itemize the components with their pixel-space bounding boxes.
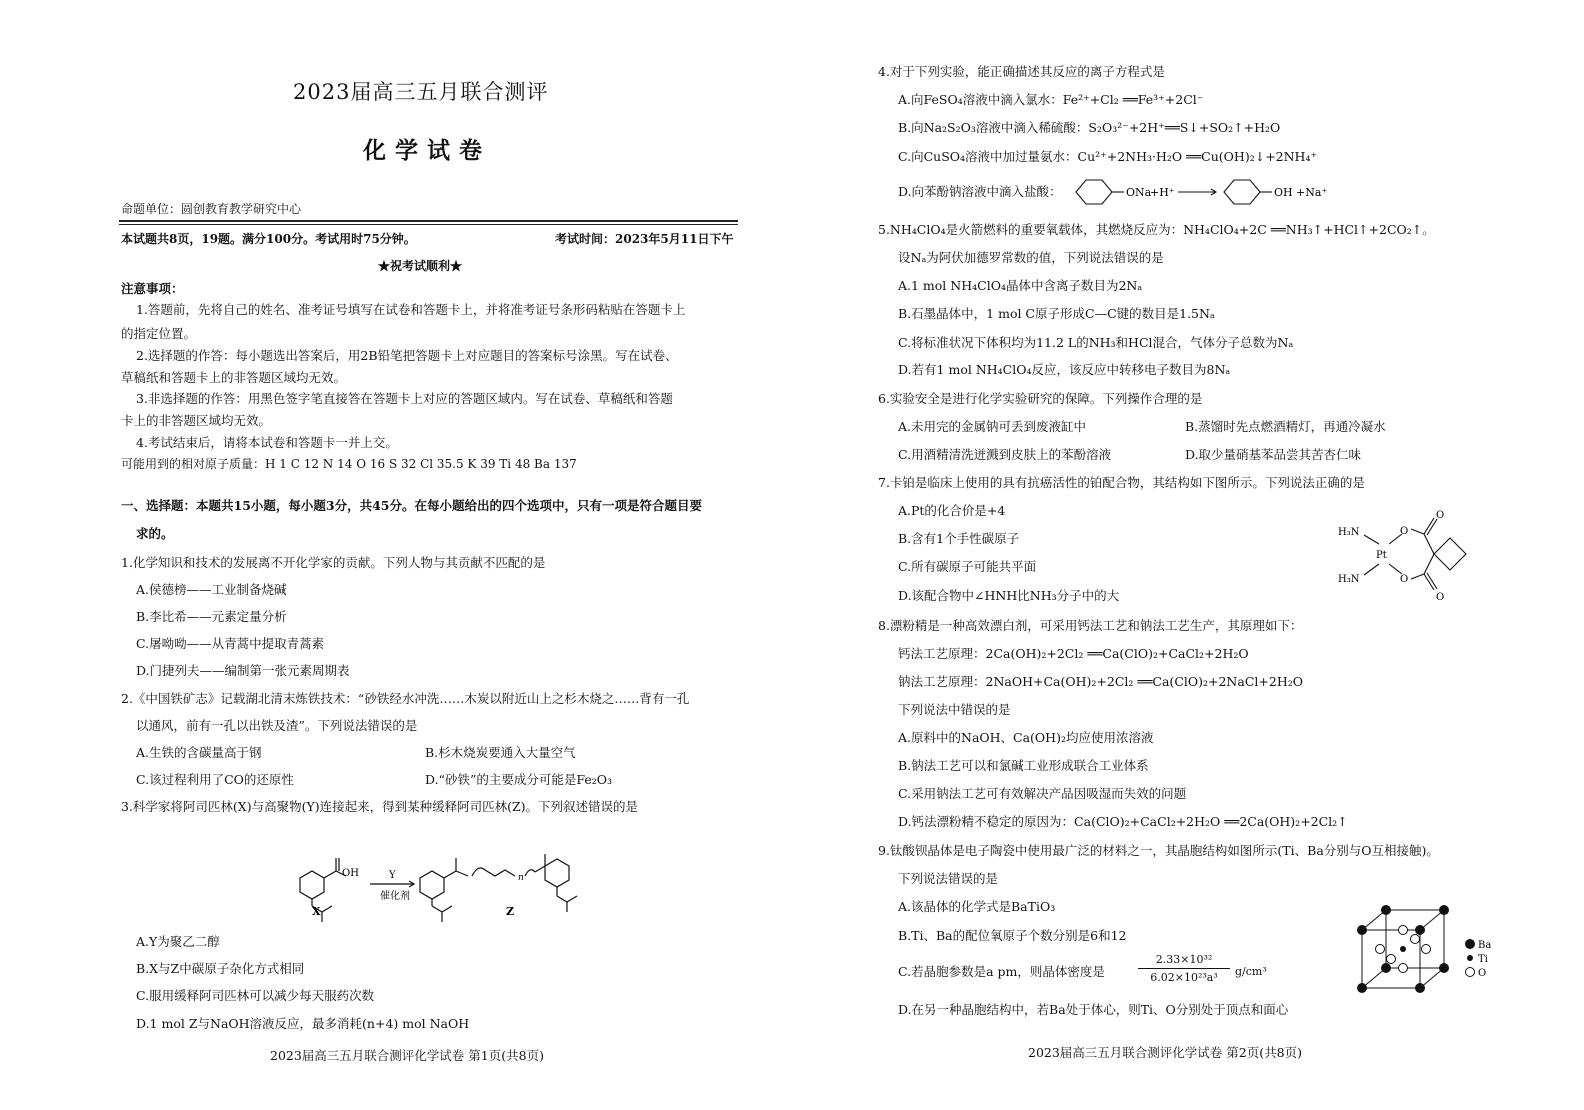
question-5-stem: 5.NH₄ClO₄是火箭燃料的重要氧载体，其燃烧反应为：NH₄ClO₄+2C ══NH₃↑+HCl↑+2CO₂↑。 (878, 222, 1435, 237)
question-5-stem-cont: 设Nₐ为阿伏加德罗常数的值，下列说法错误的是 (898, 250, 1164, 265)
label-x: X (312, 905, 321, 918)
question-1-option-d: D.门捷列夫——编制第一张元素周期表 (136, 663, 350, 678)
phenol-equation (1068, 174, 1358, 210)
page-footer: 2023届高三五月联合测评化学试卷 第1页(共8页) (270, 1048, 544, 1063)
question-8-prompt: 下列说法中错误的是 (898, 702, 1011, 717)
note-line: 4.考试结束后，请将本试卷和答题卡一并上交。 (136, 435, 398, 450)
question-3-option-a: A.Y为聚乙二醇 (136, 934, 220, 949)
pt-label: Pt (1376, 550, 1387, 561)
page-footer: 2023届高三五月联合测评化学试卷 第2页(共8页) (1028, 1045, 1302, 1060)
question-8-stem: 8.漂粉精是一种高效漂白剂，可采用钙法工艺和钠法工艺生产，其原理如下： (878, 618, 1303, 633)
ona-label: ONa (1126, 186, 1152, 199)
question-6-option-c: C.用酒精清洗迸溅到皮肤上的苯酚溶液 (898, 447, 1112, 462)
section-title-cont: 求的。 (136, 526, 174, 541)
question-2-option-c: C.该过程利用了CO的还原性 (136, 772, 294, 787)
atomic-masses: 可能用到的相对原子质量：H 1 C 12 N 14 O 16 S 32 Cl 35.5 K 39 Ti 48 Ba 137 (121, 457, 577, 471)
o-label: O (1436, 510, 1445, 521)
question-6-option-b: B.蒸馏时先点燃酒精灯，再通冷凝水 (1185, 419, 1386, 434)
o-label: O (1400, 526, 1409, 537)
page-1 (0, 0, 780, 1110)
question-1-option-a: A.侯德榜——工业制备烧碱 (136, 582, 287, 597)
note-line: 的指定位置。 (121, 326, 197, 341)
hydroxyl-label: OH (342, 868, 359, 879)
question-5-option-b: B.石墨晶体中，1 mol C原子形成C—C键的数目是1.5Nₐ (898, 306, 1215, 321)
question-4-option-a: A.向FeSO₄溶液中滴入氯水：Fe²⁺+Cl₂ ══Fe³⁺+2Cl⁻ (898, 92, 1204, 107)
oh-label: OH (1274, 186, 1293, 199)
question-6-stem: 6.实验安全是进行化学实验研究的保障。下列操作合理的是 (878, 391, 1203, 406)
legend-ba: Ba (1478, 940, 1492, 951)
question-8-option-d: D.钙法漂粉精不稳定的原因为：Ca(ClO)₂+CaCl₂+2H₂O ══2Ca(OH)₂+2Cl₂↑ (898, 814, 1348, 829)
notes-title: 注意事项： (121, 281, 184, 296)
question-2-stem-cont: 以通风，前有一孔以出铁及渣”。下列说法错误的是 (136, 718, 418, 733)
h-plus-label: +H⁺ (1150, 186, 1175, 199)
h3n-bottom-label: H₃N (1338, 574, 1360, 585)
note-line: 3.非选择题的作答：用黑色签字笔直接答在答题卡上对应的答题区域内。写在试卷、草稿纸和答题 (136, 391, 673, 406)
aspirin-reaction-scheme (280, 826, 610, 926)
o-label: O (1436, 592, 1445, 603)
label-z: Z (506, 905, 515, 918)
legend-o: O (1478, 968, 1487, 979)
question-9-option-b: B.Ti、Ba的配位氧原子个数分别是6和12 (898, 928, 1127, 943)
note-line: 草稿纸和答题卡上的非答题区域均无效。 (121, 370, 347, 385)
perovskite-unit-cell (1348, 900, 1528, 1000)
density-denominator: 6.02×10²³a³ (1150, 971, 1218, 984)
question-9-option-a: A.该晶体的化学式是BaTiO₃ (898, 899, 1056, 914)
question-7-stem: 7.卡铂是临床上使用的具有抗癌活性的铂配合物，其结构如下图所示。下列说法正确的是 (878, 475, 1365, 490)
question-5-option-d: D.若有1 mol NH₄ClO₄反应，该反应中转移电子数目为8Nₐ (898, 362, 1231, 377)
question-2-stem: 2.《中国铁矿志》记载湖北清末炼铁技术：“砂铁经水冲洗……木炭以附近山上之杉木烧之……背有一孔 (121, 691, 690, 706)
question-8-option-b: B.钠法工艺可以和氯碱工业形成联合工业体系 (898, 758, 1149, 773)
question-8-sodium-process: 钠法工艺原理：2NaOH+Ca(OH)₂+2Cl₂ ══Ca(ClO)₂+2NaCl+2H₂O (898, 674, 1303, 689)
question-7-option-a: A.Pt的化合价是+4 (898, 503, 1006, 518)
density-fraction (1138, 953, 1230, 984)
header-rule-thin (119, 224, 738, 225)
section-title: 一、选择题：本题共15小题，每小题3分，共45分。在每小题给出的四个选项中，只有一项是符合题目要 (121, 498, 702, 513)
question-7-option-d: D.该配合物中∠HNH比NH₃分子中的大 (898, 588, 1120, 603)
header-rule (119, 220, 738, 222)
question-4-option-d: D.向苯酚钠溶液中滴入盐酸： (898, 184, 1062, 199)
subscript-n: n (518, 873, 524, 883)
exam-info: 本试题共8页，19题。满分100分。考试用时75分钟。 (121, 232, 416, 246)
arrow-catalyst: 催化剂 (380, 891, 410, 902)
note-line: 1.答题前，先将自己的姓名、准考证号填写在试卷和答题卡上，并将准考证号条形码粘贴在答题卡上 (136, 302, 686, 317)
question-1-option-c: C.屠呦呦——从青蒿中提取青蒿素 (136, 636, 325, 651)
question-6-option-d: D.取少量硝基苯品尝其苦杏仁味 (1185, 447, 1362, 462)
question-2-option-a: A.生铁的含碳量高于钢 (136, 745, 262, 760)
density-numerator: 2.33×10³² (1138, 953, 1230, 969)
question-1-stem: 1.化学知识和技术的发展离不开化学家的贡献。下列人物与其贡献不匹配的是 (121, 555, 546, 570)
exam-title: 2023届高三五月联合测评 (293, 80, 549, 104)
carboplatin-structure (1336, 504, 1496, 604)
exam-subject: 化学试卷 (363, 137, 491, 164)
question-9-option-c: C.若晶胞参数是a pm，则晶体密度是 (898, 964, 1105, 979)
note-line: 2.选择题的作答：每小题选出答案后，用2B铅笔把答题卡上对应题目的答案标号涂黑。写在试卷、 (136, 348, 678, 363)
legend-ti: Ti (1478, 954, 1488, 965)
page-2 (780, 0, 1584, 1110)
question-3-option-d: D.1 mol Z与NaOH溶液反应，最多消耗(n+4) mol NaOH (136, 1016, 470, 1031)
question-3-option-b: B.X与Z中碳原子杂化方式相同 (136, 961, 305, 976)
question-8-option-c: C.采用钠法工艺可有效解决产品因吸湿而失效的问题 (898, 786, 1187, 801)
o-label: O (1400, 574, 1409, 585)
question-2-option-b: B.杉木烧炭要通入大量空气 (425, 745, 576, 760)
question-7-option-c: C.所有碳原子可能共平面 (898, 559, 1037, 574)
density-unit: g/cm³ (1235, 965, 1267, 978)
question-9-stem: 9.钛酸钡晶体是电子陶瓷中使用最广泛的材料之一，其晶胞结构如图所示(Ti、Ba分别与O互相接触)。 (878, 843, 1439, 858)
question-4-stem: 4.对于下列实验，能正确描述其反应的离子方程式是 (878, 64, 1165, 79)
author-line: 命题单位：圆创教育教学研究中心 (121, 202, 302, 216)
good-luck: ★祝考试顺利★ (378, 259, 463, 273)
question-4-option-b: B.向Na₂S₂O₃溶液中滴入稀硫酸：S₂O₃²⁻+2H⁺══S↓+SO₂↑+H₂O (898, 120, 1281, 135)
h3n-top-label: H₃N (1338, 527, 1360, 538)
arrow-reagent: Y (389, 870, 396, 881)
question-8-option-a: A.原料中的NaOH、Ca(OH)₂均应使用浓溶液 (898, 730, 1154, 745)
question-4-option-c: C.向CuSO₄溶液中加过量氨水：Cu²⁺+2NH₃·H₂O ══Cu(OH)₂↓+2NH₄⁺ (898, 149, 1318, 164)
question-3-stem: 3.科学家将阿司匹林(X)与高聚物(Y)连接起来，得到某种缓释阿司匹林(Z)。下列叙述错误的是 (121, 799, 639, 814)
question-7-option-b: B.含有1个手性碳原子 (898, 531, 1020, 546)
question-1-option-b: B.李比希——元素定量分析 (136, 609, 287, 624)
question-3-option-c: C.服用缓释阿司匹林可以减少每天服药次数 (136, 988, 375, 1003)
note-line: 卡上的非答题区域均无效。 (121, 413, 272, 428)
question-9-option-d: D.在另一种晶胞结构中，若Ba处于体心，则Ti、O分别处于顶点和面心 (898, 1002, 1289, 1017)
question-6-option-a: A.未用完的金属钠可丢到废液缸中 (898, 419, 1087, 434)
question-9-stem-cont: 下列说法错误的是 (898, 871, 999, 886)
na-plus-label: +Na⁺ (1296, 186, 1328, 199)
question-5-option-a: A.1 mol NH₄ClO₄晶体中含离子数目为2Nₐ (898, 278, 1143, 293)
question-2-option-d: D.“砂铁”的主要成分可能是Fe₂O₃ (425, 772, 612, 787)
question-5-option-c: C.将标准状况下体积均为11.2 L的NH₃和HCl混合，气体分子总数为Nₐ (898, 335, 1294, 350)
exam-time: 考试时间：2023年5月11日下午 (555, 232, 734, 246)
question-8-calcium-process: 钙法工艺原理：2Ca(OH)₂+2Cl₂ ══Ca(ClO)₂+CaCl₂+2H₂O (898, 646, 1249, 661)
